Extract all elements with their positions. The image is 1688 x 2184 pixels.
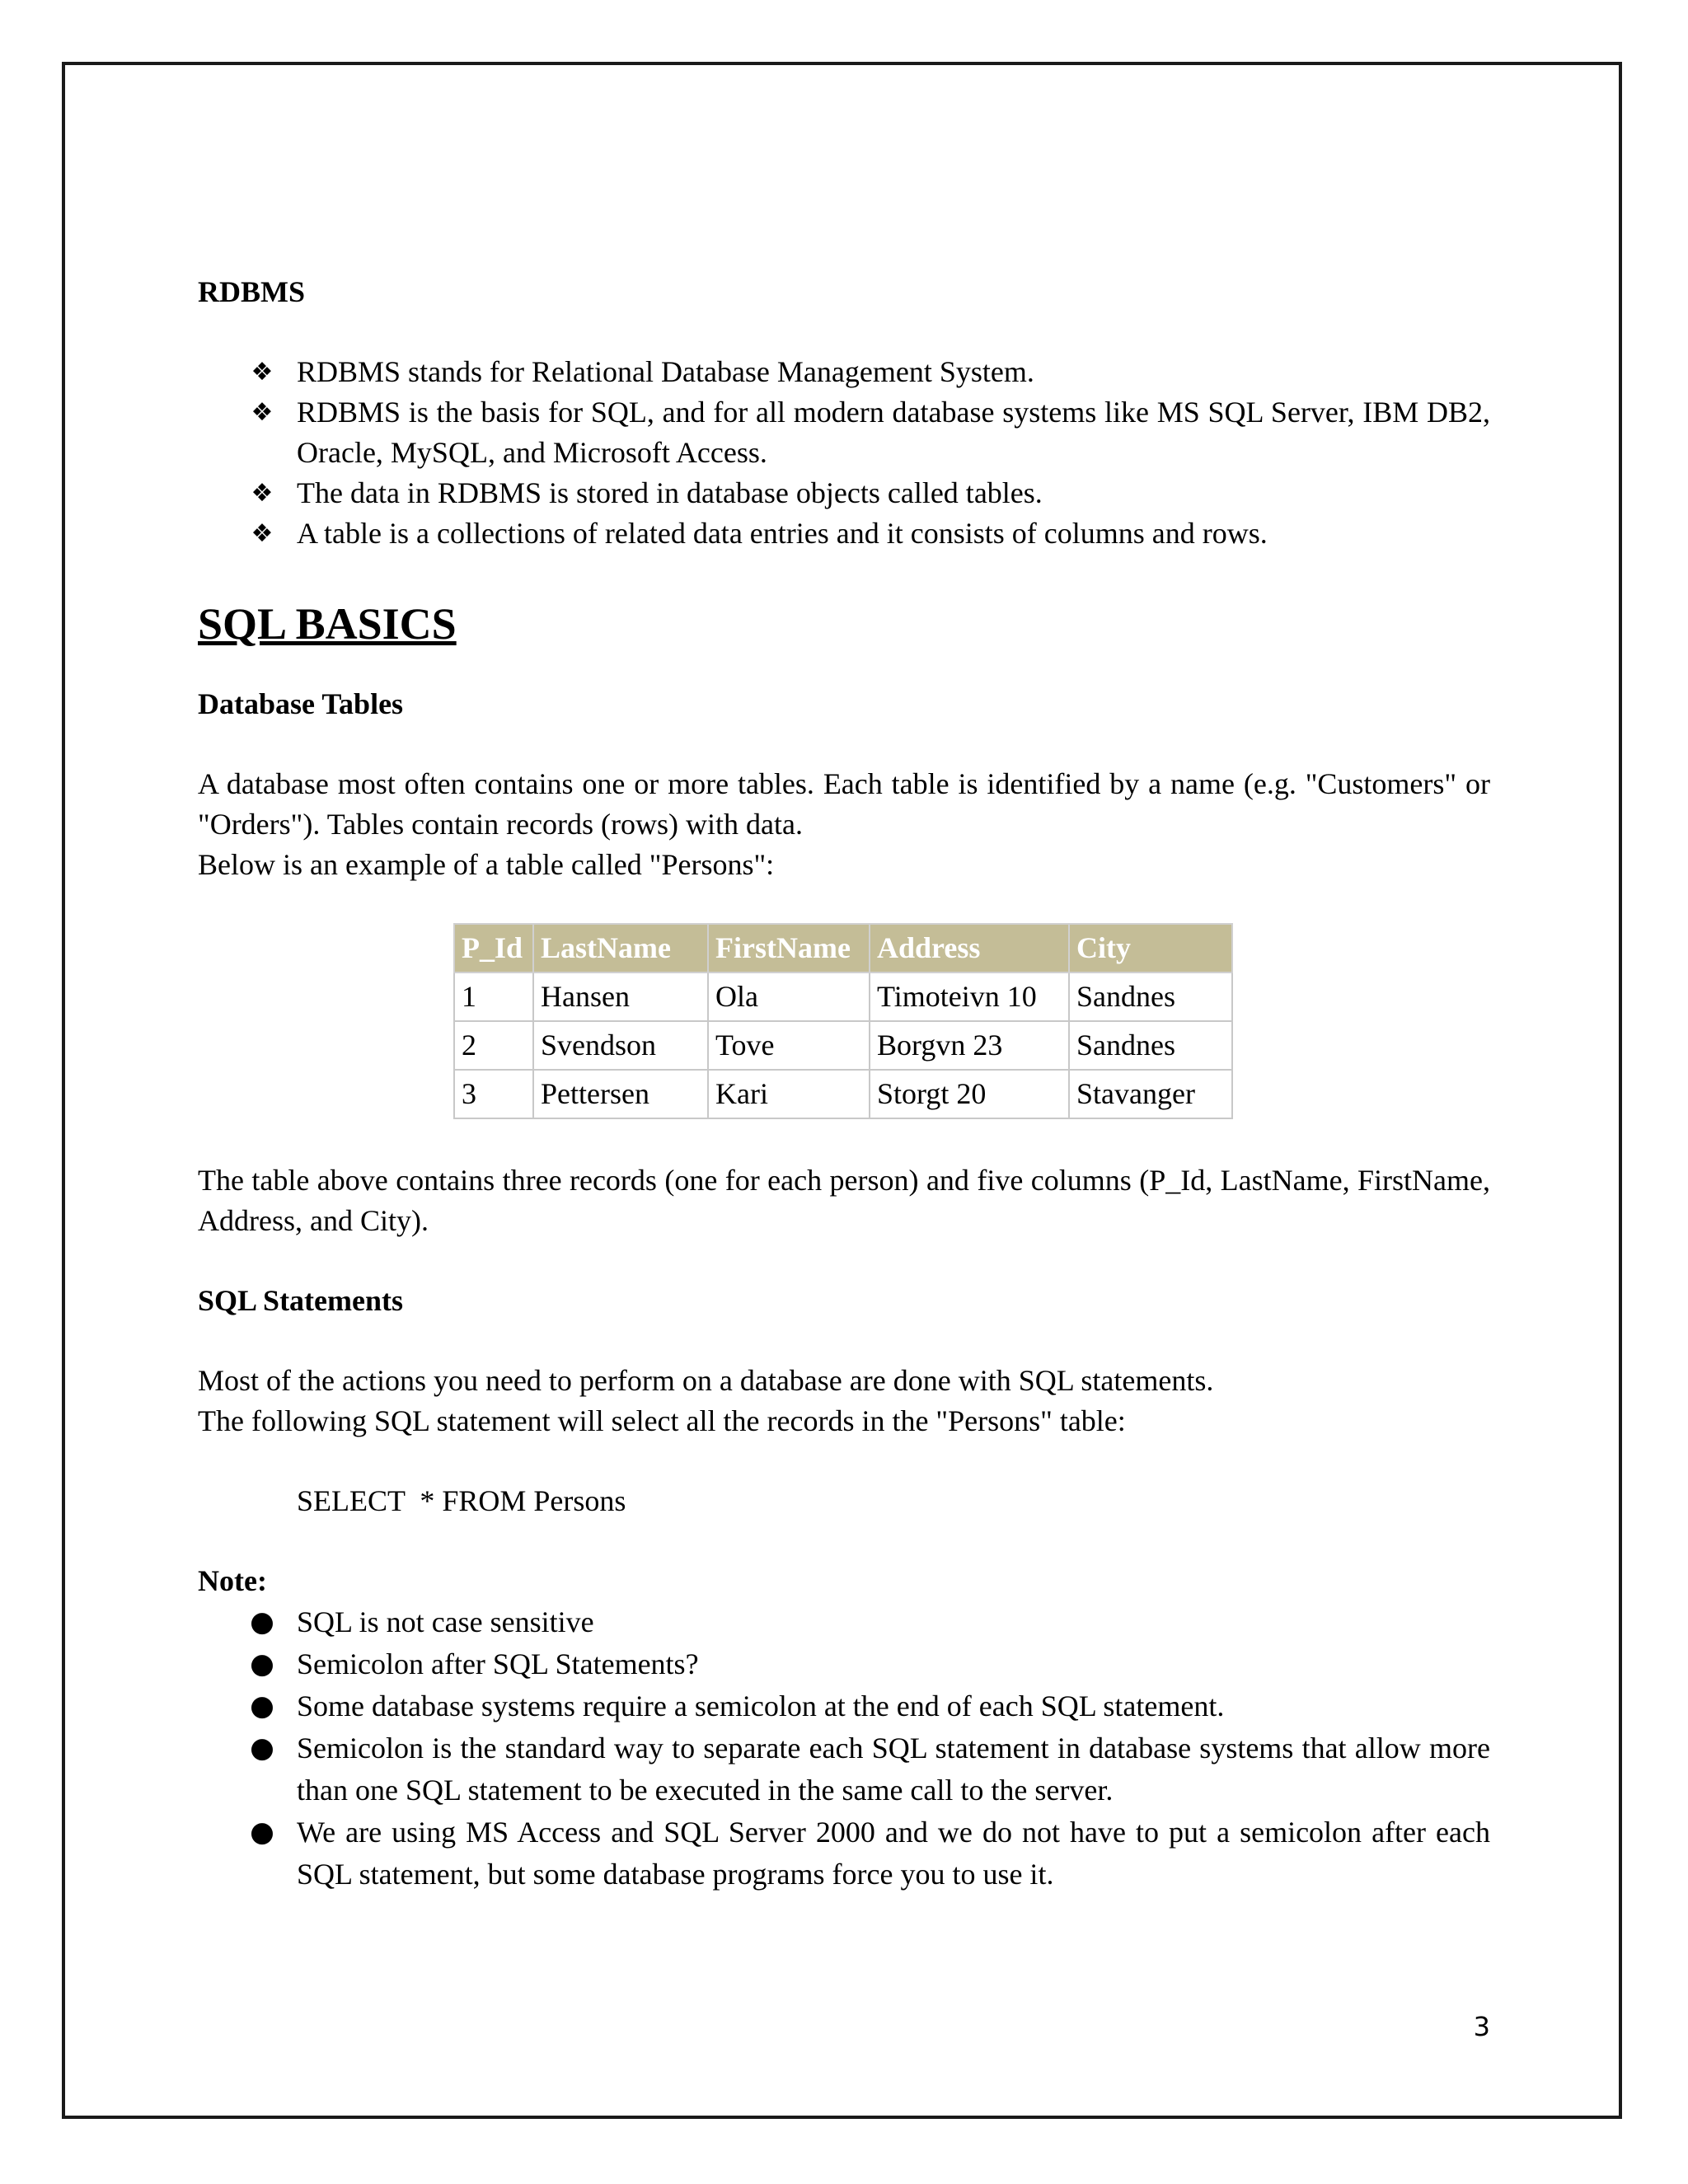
table-cell: Kari [708, 1070, 870, 1118]
dot-icon: ● [250, 1647, 274, 1680]
table-cell: 1 [454, 972, 533, 1021]
table-row [454, 1070, 1232, 1118]
example-line: Below is an example of a table called "Persons": [198, 848, 775, 881]
table-cell: Ola [708, 972, 870, 1021]
table-cell: Pettersen [533, 1070, 708, 1118]
rdbms-heading: RDBMS [198, 275, 306, 308]
column-header: Address [870, 924, 1069, 972]
note-heading: Note: [198, 1564, 267, 1597]
list-item [198, 1727, 1490, 1811]
database-tables-heading: Database Tables [198, 687, 404, 720]
list-item-text: A table is a collections of related data entries and it consists of columns and rows. [297, 517, 1268, 550]
diamond-four-icon: ❖ [251, 519, 274, 548]
table-cell: Sandnes [1069, 972, 1232, 1021]
diamond-four-icon: ❖ [251, 358, 274, 387]
column-header: FirstName [708, 924, 870, 972]
list-item [198, 1643, 1490, 1685]
sql-code-example: SELECT * FROM Persons [297, 1484, 626, 1517]
dot-icon: ● [250, 1605, 274, 1638]
list-item [198, 513, 1490, 554]
diamond-four-icon: ❖ [251, 479, 274, 508]
persons-table [453, 923, 1233, 1119]
dot-icon: ● [250, 1690, 274, 1722]
list-item [198, 473, 1490, 513]
table-cell: 2 [454, 1021, 533, 1070]
dot-icon: ● [250, 1816, 274, 1849]
list-item [198, 352, 1490, 392]
page-title: SQL BASICS [198, 599, 457, 649]
statements-line-1: Most of the actions you need to perform on a database are done with SQL statements. [198, 1364, 1214, 1397]
table-cell: 3 [454, 1070, 533, 1118]
statements-line-2: The following SQL statement will select all the records in the "Persons" table: [198, 1404, 1126, 1437]
list-item-text: Semicolon after SQL Statements? [297, 1647, 699, 1680]
table-cell: Timoteivn 10 [870, 972, 1069, 1021]
note-bullet-list [198, 1601, 1490, 1896]
list-item [198, 392, 1490, 473]
page-content [198, 272, 1490, 1896]
list-item [198, 1685, 1490, 1727]
list-item-text: RDBMS stands for Relational Database Management System. [297, 355, 1034, 388]
table-description: The table above contains three records (one for each person) and five columns (P_Id, LastName, FirstName, Address, and City). [198, 1164, 1490, 1237]
column-header: City [1069, 924, 1232, 972]
list-item-text: Semicolon is the standard way to separate each SQL statement in database systems that allow more than one SQL statement to be executed in the same call to the server. [297, 1732, 1490, 1807]
table-cell: Svendson [533, 1021, 708, 1070]
dot-icon: ● [250, 1732, 274, 1765]
table-cell: Storgt 20 [870, 1070, 1069, 1118]
table-cell: Hansen [533, 972, 708, 1021]
sql-statements-heading: SQL Statements [198, 1284, 404, 1317]
list-item-text: SQL is not case sensitive [297, 1605, 594, 1638]
table-row [454, 1021, 1232, 1070]
table-header-row [454, 924, 1232, 972]
rdbms-bullet-list [198, 352, 1490, 554]
table-cell: Stavanger [1069, 1070, 1232, 1118]
list-item-text: The data in RDBMS is stored in database objects called tables. [297, 476, 1043, 509]
intro-paragraph: A database most often contains one or more tables. Each table is identified by a name (e.g. "Customers" or "Orders"). Tables contain records (rows) with data. [198, 767, 1490, 841]
list-item-text: We are using MS Access and SQL Server 2000 and we do not have to put a semicolon after each SQL statement, but some database programs force you to use it. [297, 1816, 1490, 1891]
column-header: P_Id [454, 924, 533, 972]
diamond-four-icon: ❖ [251, 398, 274, 427]
page-number: 3 [1473, 2011, 1490, 2042]
list-item [198, 1601, 1490, 1643]
list-item-text: Some database systems require a semicolon at the end of each SQL statement. [297, 1690, 1225, 1722]
table-cell: Sandnes [1069, 1021, 1232, 1070]
list-item-text: RDBMS is the basis for SQL, and for all modern database systems like MS SQL Server, IBM DB2, Oracle, MySQL, and Microsoft Access. [297, 396, 1490, 469]
table-row [454, 972, 1232, 1021]
table-cell: Borgvn 23 [870, 1021, 1069, 1070]
column-header: LastName [533, 924, 708, 972]
list-item [198, 1811, 1490, 1896]
table-cell: Tove [708, 1021, 870, 1070]
